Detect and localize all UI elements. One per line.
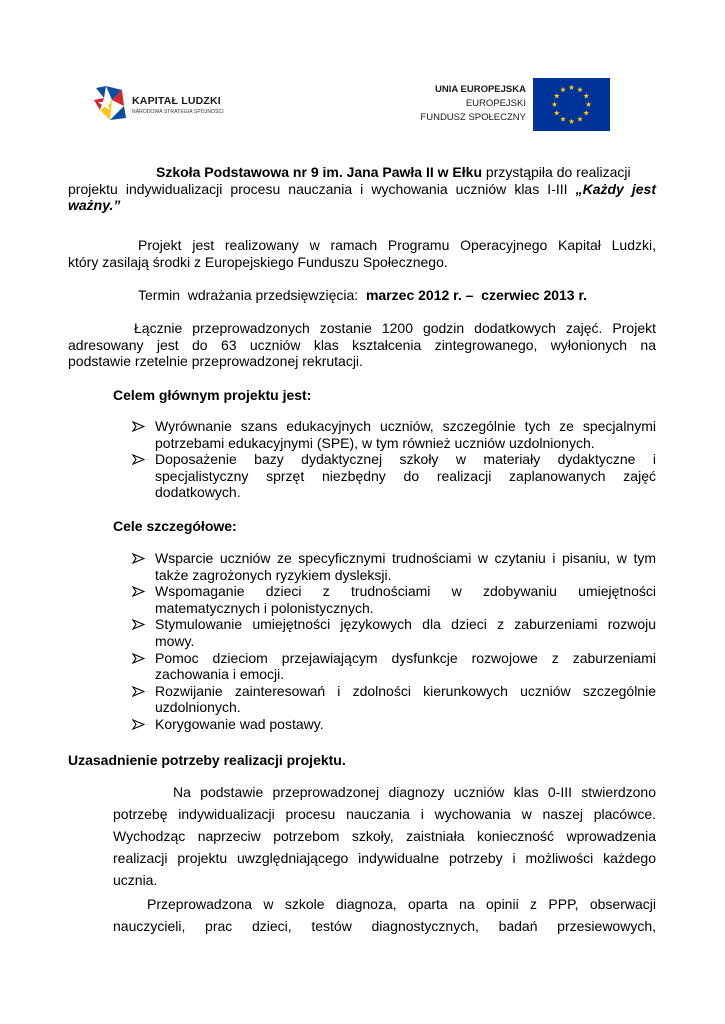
list-item-line: zachowania i emocji. <box>155 666 285 683</box>
school-name: Szkoła Podstawowa nr 9 im. Jana Pawła II w Ełku <box>156 164 482 180</box>
funding-line-2: który zasilają środki z Europejskiego Funduszu Społecznego. <box>68 253 448 270</box>
main-goal-list <box>132 418 656 501</box>
kapital-ludzki-subtitle: NARODOWA STRATEGIA SPÓJNOŚCI <box>132 109 224 115</box>
list-item-line: dodatkowych. <box>155 484 241 501</box>
paragraph-line: ucznia. <box>113 872 158 888</box>
paragraph-line: potrzebę indywidualizacji procesu nauczania i wychowania w naszej placówce. <box>113 806 656 822</box>
eu-line-2: EUROPEJSKI <box>465 98 526 109</box>
justification-paragraph-1 <box>113 781 656 891</box>
list-item <box>132 418 656 451</box>
list-item-line: Doposażenie bazy dydaktycznej szkoły w materiały dydaktyczne i <box>155 451 656 468</box>
project-name-a: „Każdy jest <box>575 180 656 197</box>
scope-paragraph <box>68 320 656 370</box>
list-item-line: Rozwijanie zainteresowań i zdolności kierunkowych uczniów szczególnie <box>155 682 656 699</box>
list-item-line: uzdolnionych. <box>155 699 241 716</box>
eu-line-3: FUNDUSZ SPOŁECZNY <box>420 112 526 123</box>
eu-logo <box>415 78 610 133</box>
specific-goals-list <box>132 550 656 733</box>
list-item <box>132 683 656 716</box>
list-item <box>132 583 656 616</box>
main-goal-heading: Celem głównym projektu jest: <box>113 387 312 403</box>
list-item-line: Wyrównanie szans edukacyjnych uczniów, szczególnie tych ze specjalnymi <box>155 418 656 434</box>
arrow-bullet-icon <box>132 616 148 630</box>
arrow-bullet-icon <box>132 716 148 730</box>
kapital-ludzki-title: KAPITAŁ LUDZKI <box>132 95 221 107</box>
eu-text-block <box>420 83 526 125</box>
list-item-line: mowy. <box>155 632 195 649</box>
list-item <box>132 616 656 649</box>
eu-flag-icon <box>533 78 610 131</box>
arrow-bullet-icon <box>132 418 148 432</box>
list-item-line: specjalistyczny sprzęt niezbędny do realizacji zaplanowanych zajęć <box>155 467 656 484</box>
paragraph-line: Przeprowadzona w szkole diagnoza, oparta na opinii z PPP, obserwacji <box>147 896 656 912</box>
list-item <box>132 451 656 501</box>
term-value: marzec 2012 r. – czerwiec 2013 r. <box>365 287 588 303</box>
list-item-line: matematycznych i polonistycznych. <box>155 599 374 616</box>
paragraph-line: nauczycieli, prac dzieci, testów diagnostycznych, badań przesiewowych, <box>113 918 656 934</box>
list-item <box>132 716 656 733</box>
scope-line-1: Łącznie przeprowadzonych zostanie 1200 godzin dodatkowych zajęć. Projekt <box>134 320 656 336</box>
term-label: Termin wdrażania przedsięwzięcia: <box>138 287 366 303</box>
paragraph-line: Na podstawie przeprowadzonej diagnozy uczniów klas 0-III stwierdzono <box>173 784 656 800</box>
intro-text-2: projektu indywidualizacji procesu nauczania i wychowania uczniów klas I-III <box>68 180 576 197</box>
list-item-line: Wspomaganie dzieci z trudnościami w zdobywaniu umiejętności <box>155 583 656 600</box>
list-item <box>132 550 656 583</box>
funding-line-1: Projekt jest realizowany w ramach Programu Operacyjnego Kapitał Ludzki, <box>138 237 656 253</box>
arrow-bullet-icon <box>132 683 148 697</box>
list-item-line: Stymulowanie umiejętności językowych dla dzieci z zaburzeniami rozwoju <box>155 616 656 633</box>
paragraph-line: realizacji projektu uwzględniającego indywidualne potrzeby i możliwości każdego <box>113 850 656 866</box>
intro-text-1: przystąpiła do realizacji <box>482 164 631 180</box>
paragraph-line: Wychodząc naprzeciw potrzebom szkoły, zaistniała konieczność wprowadzenia <box>113 828 656 844</box>
arrow-bullet-icon <box>132 650 148 664</box>
list-item-line: Korygowanie wad postawy. <box>155 715 324 732</box>
term-line <box>138 287 587 304</box>
kapital-ludzki-emblem-icon <box>92 84 130 124</box>
list-item-line: także zagrożonych ryzykiem dysleksji. <box>155 566 392 583</box>
list-item-line: Pomoc dzieciom przejawiającym dysfunkcje rozwojowe z zaburzeniami <box>155 649 656 666</box>
list-item-line: Wsparcie uczniów ze specyficznymi trudnościami w czytaniu i pisaniu, w tym <box>155 550 656 566</box>
list-item-line: potrzebami edukacyjnymi (SPE), w tym również uczniów uzdolnionych. <box>155 434 595 451</box>
kapital-ludzki-logo <box>92 84 252 124</box>
intro-line-1 <box>68 164 656 181</box>
arrow-bullet-icon <box>132 550 148 564</box>
arrow-bullet-icon <box>132 451 148 465</box>
arrow-bullet-icon <box>132 583 148 597</box>
specific-goals-heading: Cele szczegółowe: <box>113 518 237 534</box>
justification-heading: Uzasadnienie potrzeby realizacji projektu. <box>68 752 346 768</box>
justification-paragraph-2 <box>113 893 656 937</box>
eu-line-1: UNIA EUROPEJSKA <box>435 84 526 95</box>
list-item <box>132 650 656 683</box>
intro-line-2 <box>68 181 656 198</box>
scope-line-2: adresowany jest do 63 uczniów klas kształcenia zintegrowanego, wyłonionych na <box>68 336 656 353</box>
project-name-b: ważny.” <box>68 197 121 213</box>
funding-paragraph <box>68 237 656 270</box>
scope-line-3: podstawie rzetelnie przeprowadzonej rekrutacji. <box>68 353 363 369</box>
intro-paragraph <box>68 164 656 214</box>
